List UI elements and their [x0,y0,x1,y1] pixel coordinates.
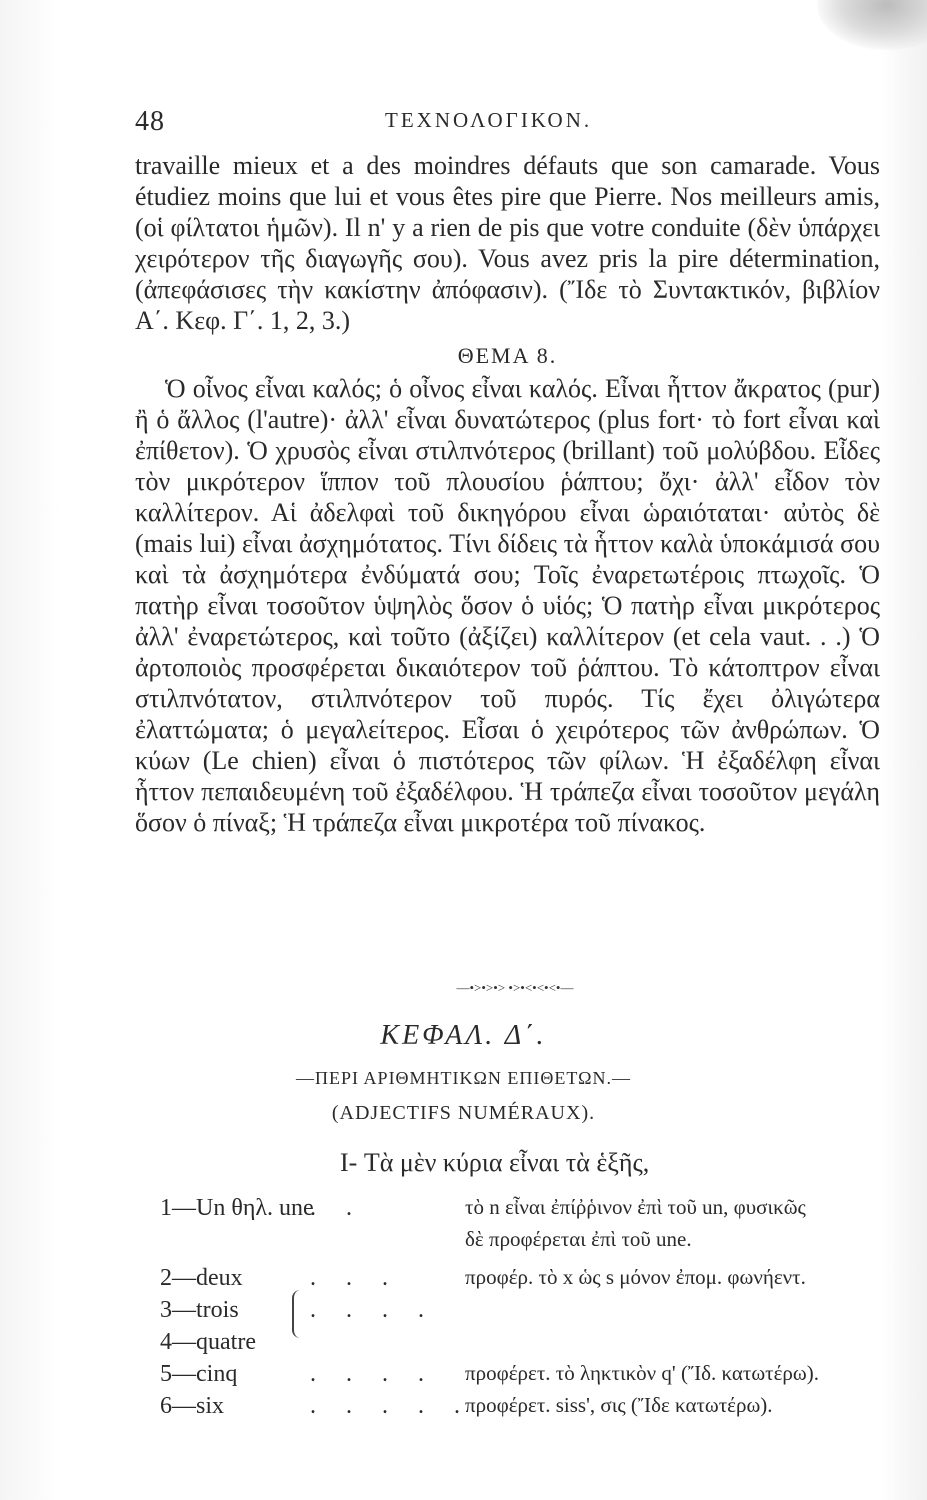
page-header [135,98,875,138]
section-intro: I- Τὰ μὲν κύρια εἶναι τὰ ἑξῆς, [340,1148,650,1177]
numeral-row [160,1265,900,1297]
numeral-label: 1—Un θηλ. une [160,1195,314,1221]
leader-dots: . . . . [310,1361,436,1387]
page-corner-smudge [817,0,927,50]
numeral-row [160,1329,900,1361]
numeral-note: προφέρ. τὸ x ὡς s μόνον ἐπομ. φωνήεντ. [465,1265,806,1289]
theme-title: ΘΕΜΑ 8. [457,343,558,368]
main-text [135,150,880,838]
leader-dots: . . . . . [310,1393,472,1419]
numeral-label: 5—cinq [160,1361,238,1387]
numerals-list [160,1195,900,1425]
brace-bracket [292,1290,304,1338]
leader-dots: . . . . [310,1297,436,1323]
chapter-subtitle-greek: —ΠΕΡΙ ΑΡΙΘΜΗΤΙΚΩΝ ΕΠΙΘΕΤΩΝ.— [296,1068,631,1088]
theme-exercise-text: Ὁ οἶνος εἶναι καλός; ὁ οἶνος εἶναι καλός. Εἶναι ἧττον ἄκρατος (pur) ἢ ὁ ἄλλος (l'autre)· ἀλλ' εἶναι δυνατώτερος (plus fort· τὸ fort εἶναι καὶ ἐπίθετον). Ὁ χρυσὸς εἶναι στιλπνότερος (brillant) τοῦ μολύβδου. Εἶδες τὸν μικρότερον ἵππον τοῦ πλουσίου ῥάπτου; ὄχι· ἀλλ' εἶδον τὸν καλλίτερον. Αἱ ἀδελφαὶ τοῦ δικηγόρου εἶναι ὡραιόταται· αὐτὸς δὲ (mais lui) εἶναι ἀσχημότατος. Τίνι δίδεις τὰ ἧττον καλὰ ὑποκάμισά σου καὶ τὰ ἀσχημότερα ἐνδύματά σου; Τοῖς ἐναρετωτέροις πτωχοῖς. Ὁ πατὴρ εἶναι τοσοῦτον ὑψηλὸς ὅσον ὁ υἱός; Ὁ πατὴρ εἶναι μικρότερος ἀλλ' ἐναρετώτερος, καὶ τοῦτο (ἀξίζει) καλλίτερον (et cela vaut. . .) Ὁ ἀρτοποιὸς προσφέρεται δικαιότερον τοῦ ῥάπτου. Τὸ κάτοπτρον εἶναι στιλπνότατον, στιλπνότερον τοῦ πυρός. Τίς ἔχει ὀλιγώτερα ἐλαττώματα; ὁ μεγαλείτερος. Εἶσαι ὁ χειρότερος τῶν ἀνθρώπων. Ὁ κύων (Le chien) εἶναι ὁ πιστότερος τῶν φίλων. Ἡ ἐξαδέλφη εἶναι ἧττον πεπαιδευμένη τοῦ ἐξαδέλφου. Ἡ τράπεζα εἶναι τοσοῦτον μεγάλη ὅσον ὁ πίναξ; Ἡ τράπεζα εἶναι μικροτέρα τοῦ πίνακος. [135,374,880,837]
numeral-note: προφέρετ. τὸ ληκτικὸν q' (Ἴδ. κατωτέρω). [465,1361,819,1385]
numeral-row [160,1393,900,1425]
numeral-note-continued: δὲ προφέρεται ἐπὶ τοῦ une. [465,1227,692,1251]
intro-paragraph: travaille mieux et a des moindres défauts que son camarade. Vous étudiez moins que lui et vous êtes pire que Pierre. Nos meilleurs amis, (οἱ φίλτατοι ἡμῶν). Il n' y a rien de pis que votre conduite (δὲν ὑπάρχει χειρότερον τῆς διαγωγῆς σου). Vous avez pris la pire détermination, (ἀπεφάσισες τὴν κακίστην ἀπόφασιν). (Ἴδε τὸ Συντακτικόν, βιβλίον Α΄. Κεφ. Γ΄. 1, 2, 3.) [135,151,880,335]
leader-dots: . . . [310,1265,400,1291]
numeral-row [160,1195,900,1265]
ornamental-divider: —•>•>•> •>•<•<•<•— [456,980,574,995]
numeral-row [160,1361,900,1393]
numeral-label: 2—deux [160,1265,243,1291]
numeral-row [160,1297,900,1329]
running-head: ΤΕΧΝΟΛΟΓΙΚΟΝ. [385,108,593,132]
chapter-title: ΚΕΦΑΛ. Δ΄. [380,1020,547,1051]
leader-dots: . . [310,1195,364,1221]
numeral-note: προφέρετ. siss', σις (Ἴδε κατωτέρω). [465,1393,773,1417]
numeral-label: 4—quatre [160,1329,256,1355]
numeral-label: 6—six [160,1393,225,1419]
page-number: 48 [135,106,165,137]
numeral-label: 3—trois [160,1297,239,1323]
numeral-note: τὸ n εἶναι ἐπίῤῥινον ἐπὶ τοῦ un, φυσικῶς [465,1195,806,1219]
chapter-subtitle-french: (ADJECTIFS NUMÉRAUX). [331,1102,596,1124]
